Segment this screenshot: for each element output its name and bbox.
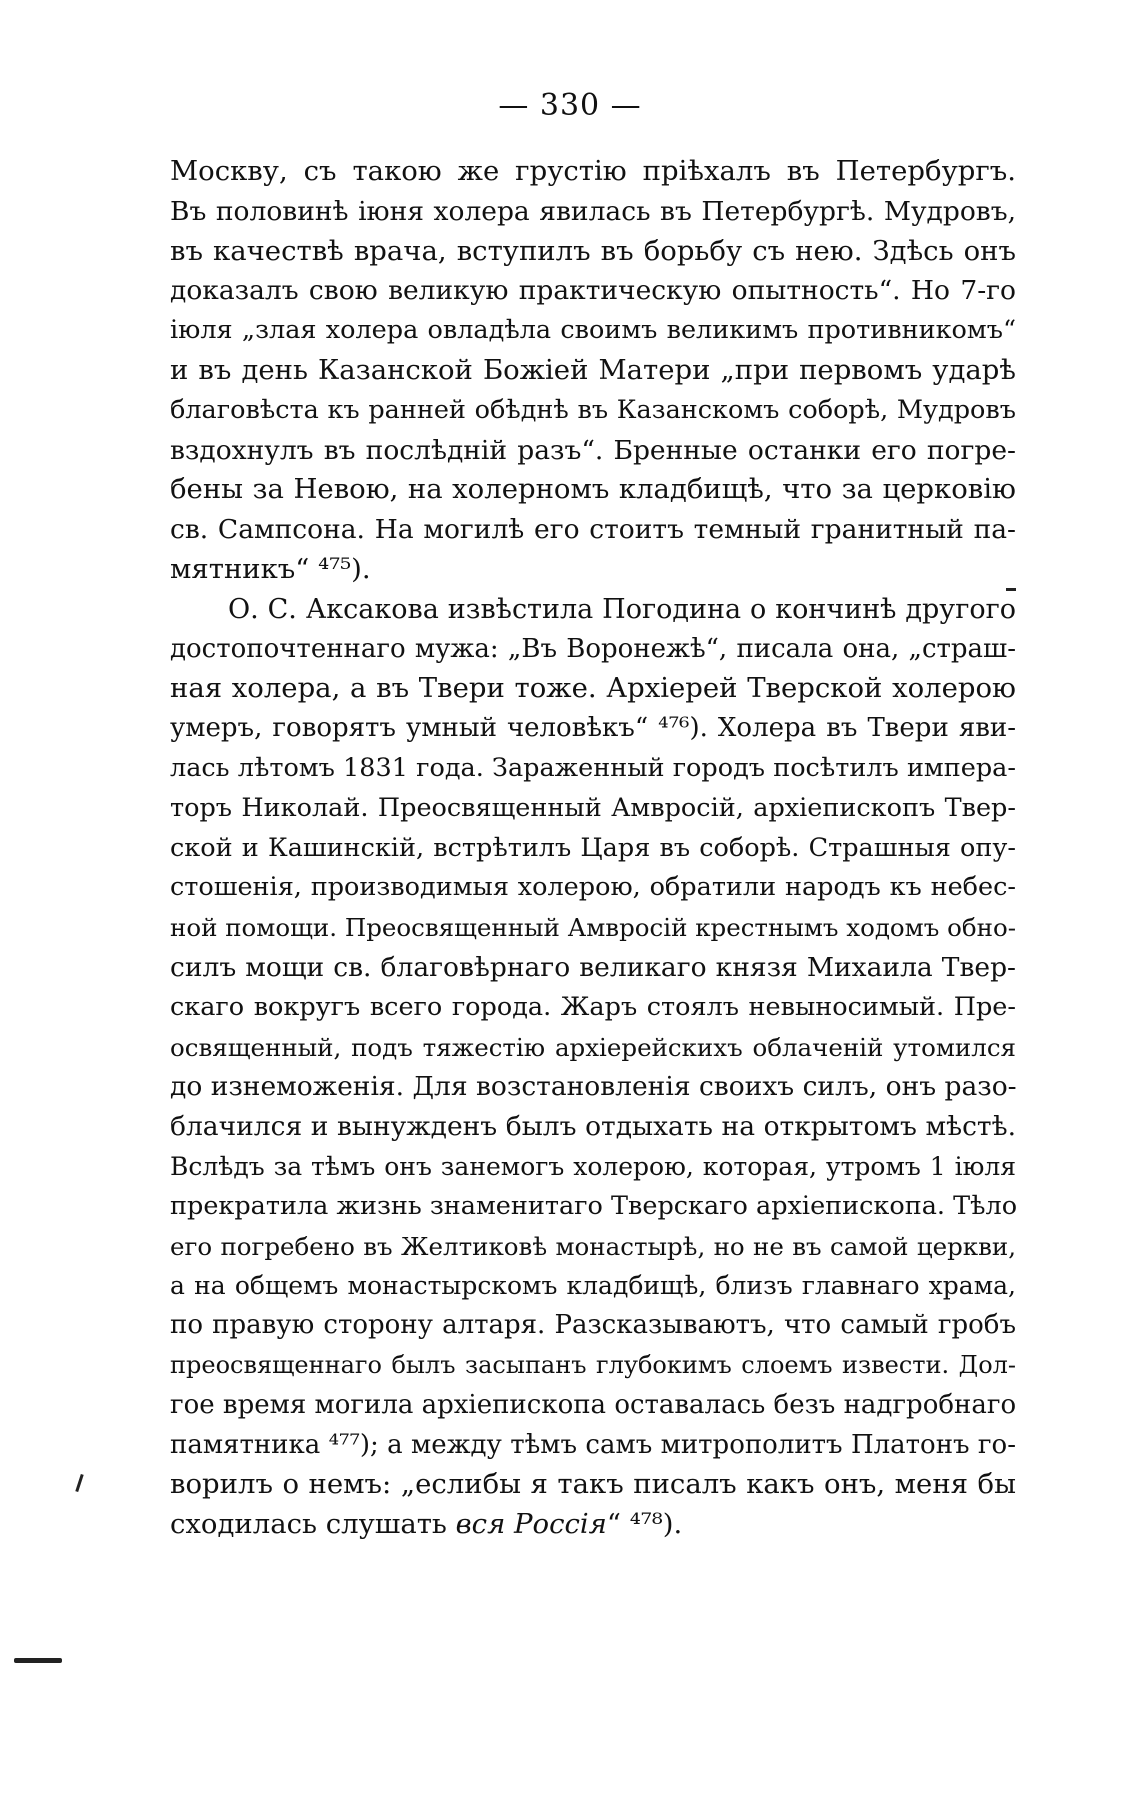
text-line: Вслѣдъ за тѣмъ онъ занемогъ холерою, которая, утромъ 1 іюля: [170, 1151, 1016, 1181]
text-line: Въ половинѣ іюня холера явилась въ Петербургѣ. Мудровъ,: [170, 195, 1016, 227]
text-line-final: [170, 1505, 1016, 1545]
text-line: освященный, подъ тяжестію архіерейскихъ облаченій утомился: [170, 1032, 1016, 1062]
text-line: гое время могила архіепископа оставалась безъ надгробнаго: [170, 1389, 1017, 1420]
text-run: сходилась слушать: [170, 1508, 456, 1541]
text-run: “ ⁴⁷⁸).: [606, 1508, 683, 1541]
text-line: силъ мощи св. благовѣрнаго великаго князя Михаила Твер-: [170, 951, 1016, 983]
text-line: ной помощи. Преосвященный Амвросій крестнымъ ходомъ обно-: [170, 913, 1016, 943]
text-line: ворилъ о немъ: „еслибы я такъ писалъ какъ онъ, меня бы: [170, 1468, 1016, 1501]
text-line: по правую сторону алтаря. Разсказываютъ, что самый гробъ: [170, 1310, 1016, 1341]
text-line: доказалъ свою великую практическую опытность“. Но 7-го: [170, 275, 1016, 307]
text-line: въ качествѣ врача, вступилъ въ борьбу съ нею. Здѣсь онъ: [170, 234, 1016, 267]
text-line: О. С. Аксакова извѣстила Погодина о кончинѣ другого: [228, 593, 1016, 625]
text-line: ской и Кашинскій, встрѣтилъ Царя въ соборѣ. Страшныя опу-: [170, 832, 1016, 863]
text-line: лась лѣтомъ 1831 года. Зараженный городъ посѣтилъ импера-: [170, 752, 1016, 783]
text-line: блачился и вынужденъ былъ отдыхать на открытомъ мѣстѣ.: [170, 1111, 1016, 1143]
page-number: — 330 —: [498, 88, 642, 123]
text-line: стошенія, производимыя холерою, обратили народъ къ небес-: [170, 872, 1016, 903]
italic-text: вся Россія: [455, 1508, 607, 1541]
text-line: мятникъ“ ⁴⁷⁵).: [170, 552, 371, 585]
text-line: умеръ, говорятъ умный человѣкъ“ ⁴⁷⁶). Холера въ Твери яви-: [170, 713, 1016, 744]
text-line: прекратила жизнь знаменитаго Тверскаго архіепископа. Тѣло: [170, 1190, 1018, 1221]
scan-mark: [75, 1474, 83, 1492]
text-line: вздохнулъ въ послѣдній разъ“. Бренные останки его погре-: [170, 434, 1016, 466]
text-line: до изнеможенія. Для возстановленія своихъ силъ, онъ разо-: [170, 1071, 1017, 1103]
text-line: іюля „злая холера овладѣла своимъ великимъ противникомъ“: [170, 315, 1016, 346]
text-line: скаго вокругъ всего города. Жаръ стоялъ невыносимый. Пре-: [170, 991, 1016, 1022]
paragraph-1: [170, 152, 1016, 590]
text-line: и въ день Казанской Божіей Матери „при первомъ ударѣ: [170, 353, 1016, 386]
text-line: памятника ⁴⁷⁷); а между тѣмъ самъ митрополитъ Платонъ го-: [170, 1429, 1016, 1460]
text-line: торъ Николай. Преосвященный Амвросій, архіепископъ Твер-: [170, 792, 1016, 823]
text-line: преосвященнаго былъ засыпанъ глубокимъ слоемъ извести. Дол-: [170, 1350, 1016, 1379]
text-line: бены за Невою, на холерномъ кладбищѣ, что за церковію: [170, 473, 1016, 506]
text-line: его погребено въ Желтиковѣ монастырѣ, но не въ самой церкви,: [170, 1231, 1016, 1261]
text-line: св. Сампсона. На могилѣ его стоитъ темный гранитный па-: [170, 514, 1016, 546]
text-line: достопочтеннаго мужа: „Въ Воронежѣ“, писала она, „страш-: [170, 633, 1016, 664]
paragraph-2: [170, 590, 1016, 1545]
scan-mark: [14, 1658, 62, 1663]
text-line: благовѣста къ ранней обѣднѣ въ Казанскомъ соборѣ, Мудровъ: [170, 394, 1016, 425]
text-line: ная холера, а въ Твери тоже. Архіерей Тверской холерою: [170, 672, 1016, 705]
scan-mark: [1006, 588, 1016, 591]
text-line: а на общемъ монастырскомъ кладбищѣ, близъ главнаго храма,: [170, 1271, 1016, 1301]
text-line: Москву, съ такою же грустію пріѣхалъ въ Петербургъ.: [170, 155, 1016, 187]
body-text: [170, 152, 1016, 1545]
